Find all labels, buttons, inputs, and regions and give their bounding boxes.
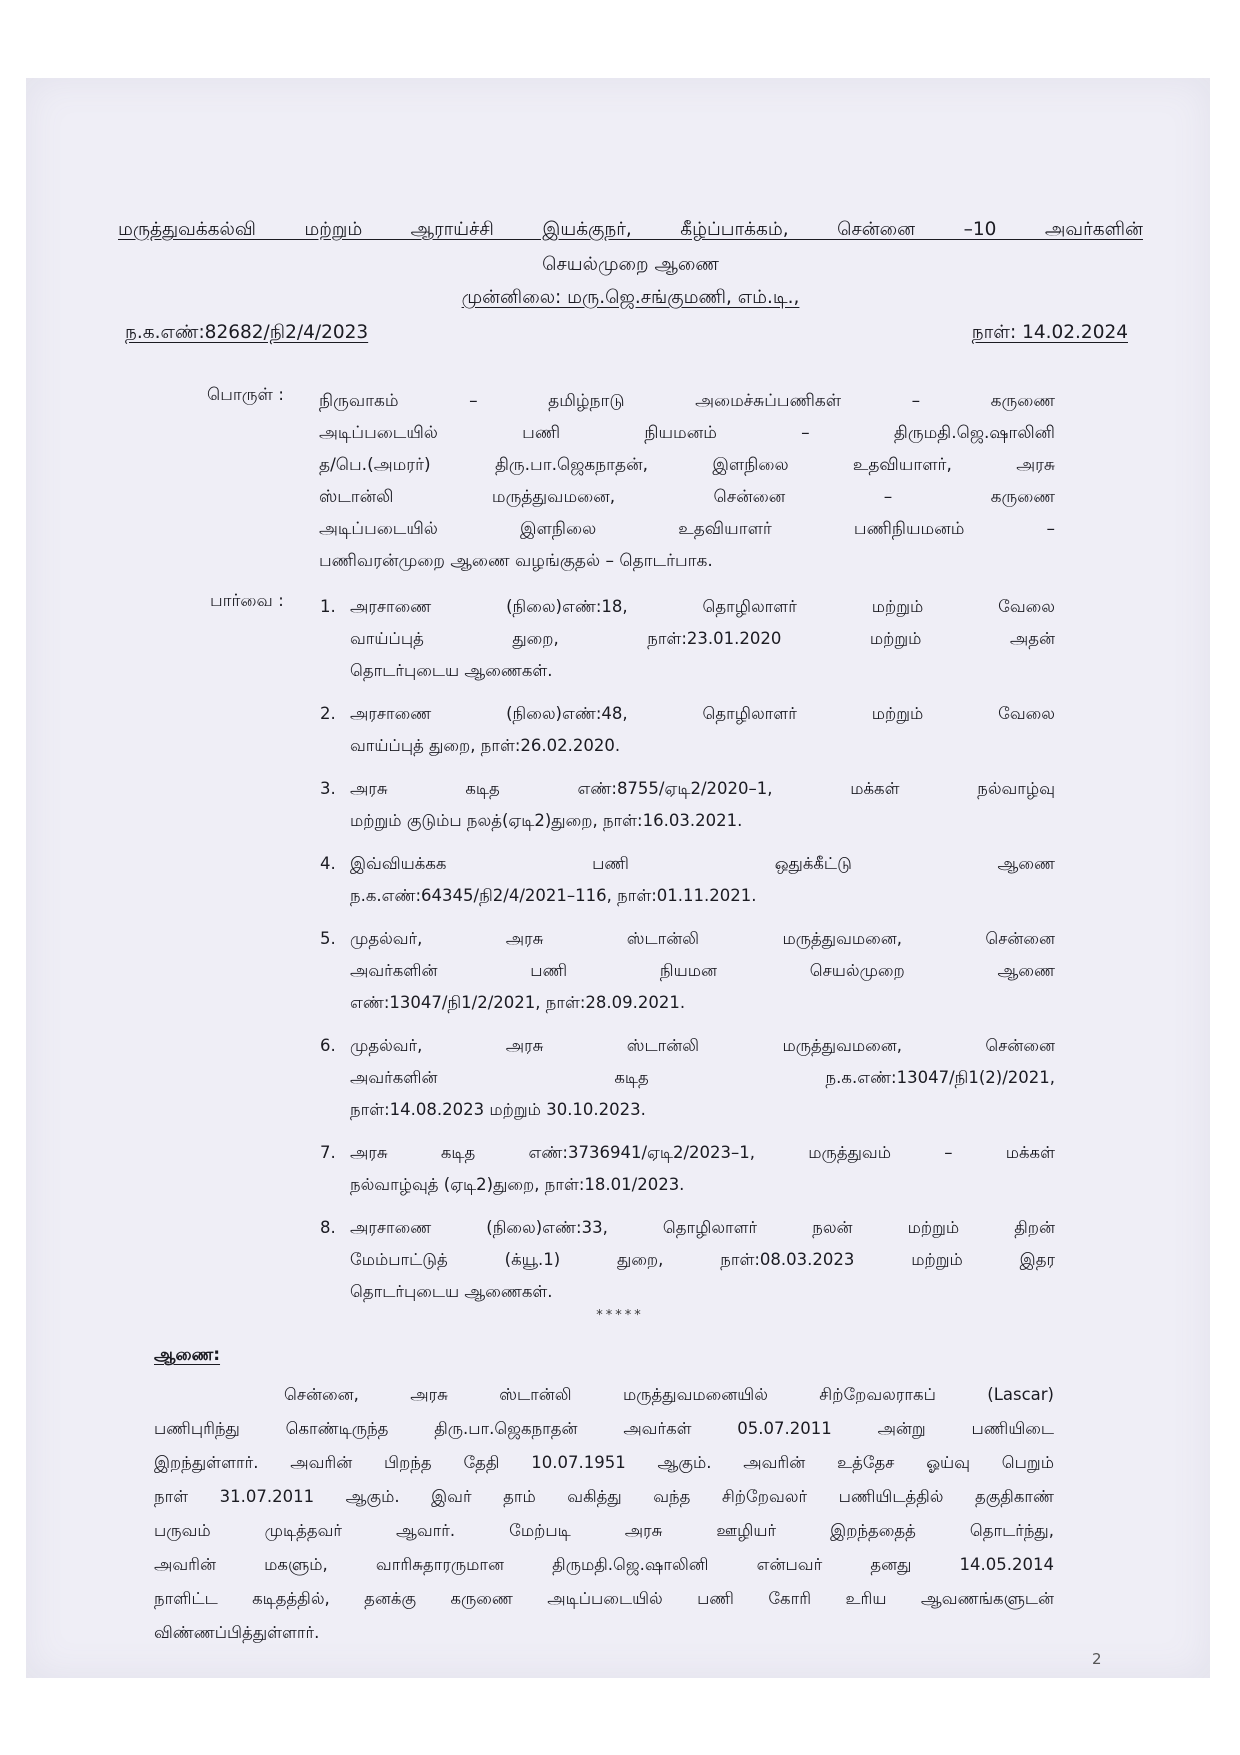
- reference-item: [320, 848, 1055, 912]
- reference-line-text: தொடர்புடைய ஆணைகள்.: [350, 661, 553, 680]
- subject-line: ஸ்டான்லி மருத்துவமனை, சென்னை – கருணை: [319, 487, 1055, 507]
- reference-item: [320, 698, 1055, 762]
- reference-line-text: அரசாணை (நிலை)எண்:18, தொழிலாளர் மற்றும் வேலை: [350, 597, 1055, 616]
- references-label: பார்வை :: [210, 591, 284, 611]
- order-line: சென்னை, அரசு ஸ்டான்லி மருத்துவமனையில் சிற்றேவலராகப் (Lascar): [284, 1385, 1054, 1404]
- reference-number-label: 2.: [320, 704, 336, 723]
- issuing-authority-title: மருத்துவக்கல்வி மற்றும் ஆராய்ச்சி இயக்குநர், கீழ்ப்பாக்கம், சென்னை –10 அவர்களின்: [118, 219, 1143, 240]
- order-paragraph: [154, 1378, 1054, 1650]
- reference-line: [125, 322, 1128, 345]
- subject-label: பொருள் :: [207, 385, 284, 405]
- subject-line: த/பெ.(அமரர்) திரு.பா.ஜெகநாதன், இளநிலை உதவியாளர், அரசு: [319, 455, 1055, 475]
- order-line: நாளிட்ட கடிதத்தில், தனக்கு கருணை அடிப்படையில் பணி கோரி உரிய ஆவணங்களுடன்: [154, 1589, 1054, 1608]
- reference-line-text: முதல்வர், அரசு ஸ்டான்லி மருத்துவமனை, சென்னை: [350, 1036, 1055, 1055]
- reference-line-text: தொடர்புடைய ஆணைகள்.: [350, 1282, 553, 1301]
- subject-line: நிருவாகம் – தமிழ்நாடு அமைச்சுப்பணிகள் – கருணை: [319, 391, 1055, 411]
- reference-number-label: 1.: [320, 597, 336, 616]
- reference-line-text: அரசு கடித எண்:8755/ஏடி2/2020–1, மக்கள் நல்வாழ்வு: [350, 779, 1055, 798]
- reference-number-label: 6.: [320, 1036, 336, 1055]
- reference-item: [320, 1137, 1055, 1201]
- reference-line-text: அரசாணை (நிலை)எண்:48, தொழிலாளர் மற்றும் வேலை: [350, 704, 1055, 723]
- reference-line-text: நாள்:14.08.2023 மற்றும் 30.10.2023.: [350, 1100, 646, 1119]
- section-separator: *****: [596, 1308, 644, 1323]
- reference-line-text: மேம்பாட்டுத் (க்யூ.1) துறை, நாள்:08.03.2023 மற்றும் இதர: [350, 1250, 1055, 1269]
- reference-line-text: வாய்ப்புத் துறை, நாள்:26.02.2020.: [350, 736, 621, 755]
- order-line: நாள் 31.07.2011 ஆகும். இவர் தாம் வகித்து வந்த சிற்றேவலர் பணியிடத்தில் தகுதிகாண்: [154, 1487, 1054, 1506]
- order-line: விண்ணப்பித்துள்ளார்.: [154, 1623, 320, 1642]
- reference-item: [320, 1030, 1055, 1126]
- reference-item: [320, 773, 1055, 837]
- order-line: இறந்துள்ளார். அவரின் பிறந்த தேதி 10.07.1951 ஆகும். அவரின் உத்தேச ஓய்வு பெறும்: [154, 1453, 1054, 1472]
- presided-by: முன்னிலை: மரு.ஜெ.சங்குமணி, எம்.டி.,: [461, 287, 800, 308]
- reference-line-text: வாய்ப்புத் துறை, நாள்:23.01.2020 மற்றும் அதன்: [350, 629, 1055, 648]
- reference-item: [320, 591, 1055, 687]
- order-line: அவரின் மகளும், வாரிசுதாரருமான திருமதி.ஜெ.ஷாலினி என்பவர் தனது 14.05.2014: [154, 1555, 1054, 1574]
- reference-line-text: இவ்வியக்கக பணி ஒதுக்கீட்டு ஆணை: [350, 854, 1055, 873]
- reference-number-label: 3.: [320, 779, 336, 798]
- order-line: பருவம் முடித்தவர் ஆவார். மேற்படி அரசு ஊழியர் இறந்ததைத் தொடர்ந்து,: [154, 1521, 1054, 1540]
- subject-line: அடிப்படையில் பணி நியமனம் – திருமதி.ஜெ.ஷாலினி: [319, 423, 1055, 443]
- reference-line-text: அரசு கடித எண்:3736941/ஏடி2/2023–1, மருத்துவம் – மக்கள்: [350, 1143, 1055, 1162]
- reference-line-text: அரசாணை (நிலை)எண்:33, தொழிலாளர் நலன் மற்றும் திறன்: [350, 1218, 1055, 1237]
- reference-number-label: 5.: [320, 929, 336, 948]
- reference-line-text: ந.க.எண்:64345/நி2/4/2021–116, நாள்:01.11.2021.: [350, 886, 757, 905]
- reference-line-text: நல்வாழ்வுத் (ஏடி2)துறை, நாள்:18.01/2023.: [350, 1175, 685, 1194]
- reference-line-text: எண்:13047/நி1/2/2021, நாள்:28.09.2021.: [350, 993, 686, 1012]
- subject-text: [319, 385, 1055, 577]
- reference-line-text: அவர்களின் பணி நியமன செயல்முறை ஆணை: [350, 961, 1055, 980]
- order-heading: ஆணை:: [154, 1345, 221, 1365]
- reference-line-text: முதல்வர், அரசு ஸ்டான்லி மருத்துவமனை, சென்னை: [350, 929, 1055, 948]
- reference-item: [320, 923, 1055, 1019]
- subject-line: அடிப்படையில் இளநிலை உதவியாளர் பணிநியமனம் –: [319, 519, 1055, 539]
- reference-line-text: மற்றும் குடும்ப நலத்(ஏடி2)துறை, நாள்:16.03.2021.: [350, 811, 743, 830]
- proceedings-title: செயல்முறை ஆணை: [542, 254, 719, 275]
- references-list: [320, 591, 1055, 1319]
- reference-number: ந.க.எண்:82682/நி2/4/2023: [125, 322, 369, 343]
- reference-number-label: 8.: [320, 1218, 336, 1237]
- page-number: 2: [1092, 1650, 1102, 1668]
- reference-line-text: அவர்களின் கடித ந.க.எண்:13047/நி1(2)/2021,: [350, 1068, 1055, 1087]
- reference-number-label: 7.: [320, 1143, 336, 1162]
- order-line: பணிபுரிந்து கொண்டிருந்த திரு.பா.ஜெகநாதன் அவர்கள் 05.07.2011 அன்று பணியிடை: [154, 1419, 1054, 1438]
- order-date: நாள்: 14.02.2024: [971, 322, 1128, 343]
- reference-number-label: 4.: [320, 854, 336, 873]
- reference-item: [320, 1212, 1055, 1308]
- subject-line: பணிவரன்முறை ஆணை வழங்குதல் – தொடர்பாக.: [319, 551, 713, 571]
